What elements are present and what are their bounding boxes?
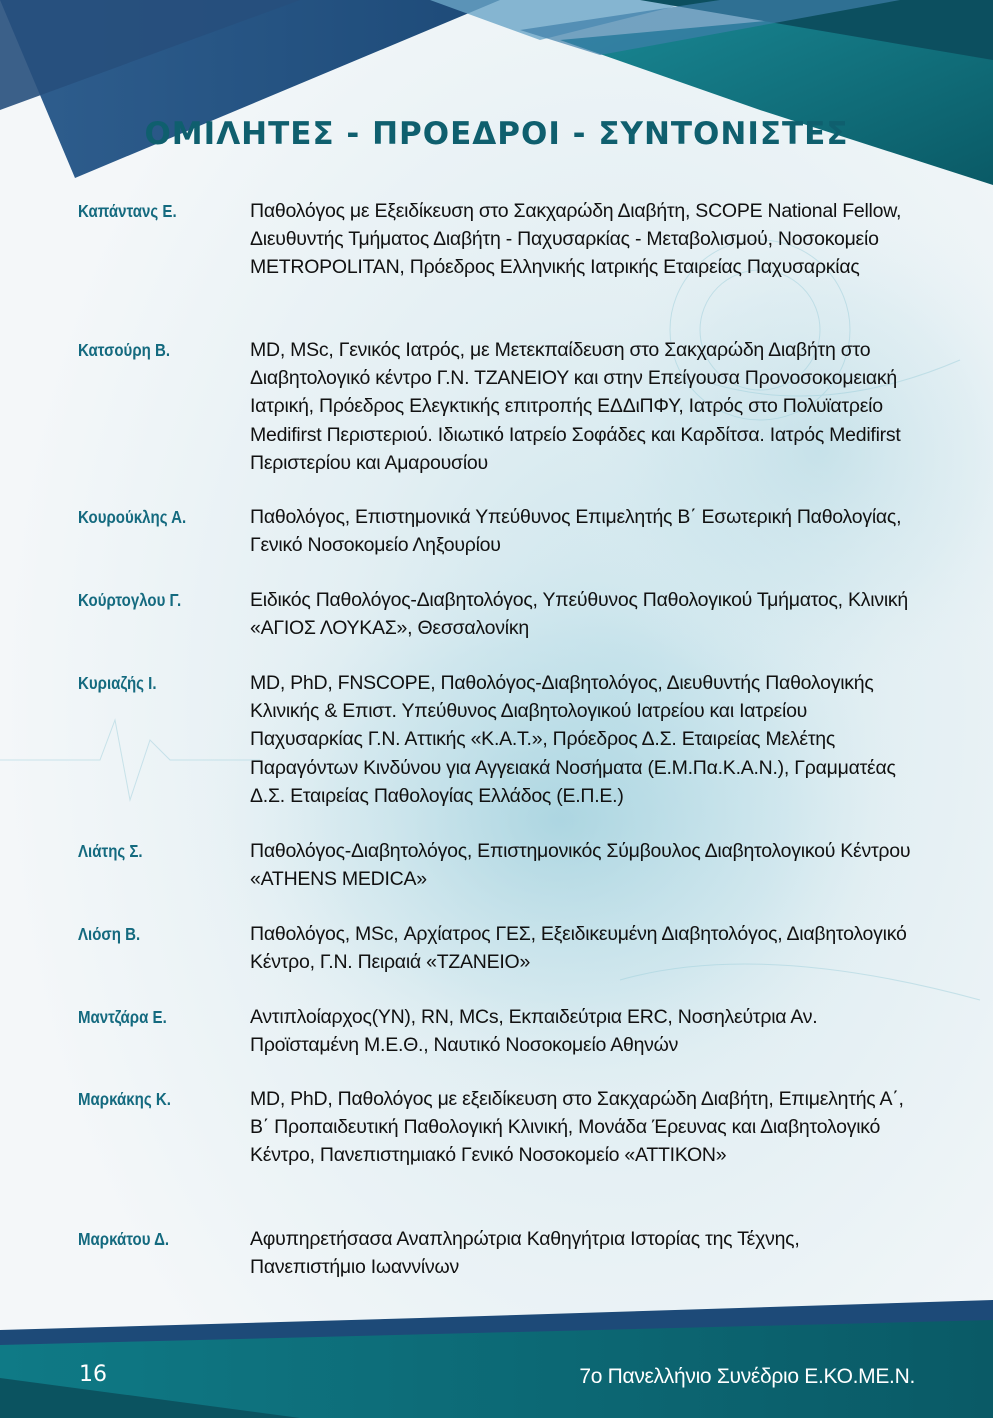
speaker-description: Αφυπηρετήσασα Αναπληρώτρια Καθηγήτρια Ιστορίας της Τέχνης, Πανεπιστήμιο Ιωαννίνων	[250, 1228, 800, 1279]
speaker-description: MD, PhD, FNSCOPE, Παθολόγος-Διαβητολόγος, Διευθυντής Παθολογικής Κλινικής & Επιστ. Υπεύθυνος Διαβητολογικού Ιατρείου και Ιατρείου Παχυσαρκίας Γ.Ν. Αττικής «Κ.Α.Τ.», Πρόεδρος Δ.Σ. Εταιρείας Μελέτης Παραγόντων Κινδύνου για Αγγειακά Νοσήματα (Ε.Μ.Πα.Κ.Α.Ν.), Γραμματέας Δ.Σ. Εταιρείας Παθολογίας Ελλάδος (Ε.Π.Ε.)	[250, 672, 896, 807]
speaker-name: Κουρούκλης Α.	[78, 507, 187, 527]
speaker-description: Παθολόγος-Διαβητολόγος, Επιστημονικός Σύμβουλος Διαβητολογικού Κέντρου «ATHENS MEDICA»	[250, 840, 911, 891]
page-title: ΟΜΙΛΗΤΕΣ - ΠΡΟΕΔΡΟΙ - ΣΥΝΤΟΝΙΣΤΕΣ	[144, 116, 849, 152]
speaker-name: Μαντζάρα Ε.	[78, 1007, 167, 1027]
speaker-name: Μαρκάτου Δ.	[78, 1229, 170, 1249]
speaker-name: Καπάντανς Ε.	[78, 201, 177, 221]
speaker-name: Μαρκάκης Κ.	[78, 1089, 171, 1109]
speaker-description: Παθολόγος, Επιστημονικά Υπεύθυνος Επιμελητής Β΄ Εσωτερική Παθολογίας, Γενικό Νοσοκομείο Ληξουρίου	[250, 506, 902, 557]
speaker-name: Λιόση Β.	[78, 924, 141, 944]
speaker-description: MD, PhD, Παθολόγος με εξειδίκευση στο Σακχαρώδη Διαβήτη, Επιμελητής Α΄, Β΄ Προπαιδευτική Παθολογική Κλινική, Μονάδα Έρευνας και Διαβητολογικό Κέντρο, Πανεπιστημιακό Γενικό Νοσοκομείο «ΑΤΤΙΚΟΝ»	[250, 1088, 904, 1167]
congress-title: 7ο Πανελλήνιο Συνέδριο Ε.ΚΟ.ΜΕ.Ν.	[579, 1365, 915, 1388]
speaker-description: Παθολόγος, MSc, Αρχίατρος ΓΕΣ, Εξειδικευμένη Διαβητολόγος, Διαβητολογικό Κέντρο, Γ.Ν. Πειραιά «ΤΖΑΝΕΙΟ»	[250, 923, 907, 974]
speaker-name: Λιάτης Σ.	[78, 841, 143, 861]
speaker-name: Κούρτογλου Γ.	[78, 590, 182, 610]
speaker-description: Παθολόγος με Εξειδίκευση στο Σακχαρώδη Διαβήτη, SCOPE National Fellow, Διευθυντής Τμήματος Διαβήτη - Παχυσαρκίας - Μεταβολισμού, Νοσοκομείο METROPOLITAN, Πρόεδρος Ελληνικής Ιατρικής Εταιρείας Παχυσαρκίας	[250, 200, 902, 279]
speaker-description: MD, MSc, Γενικός Ιατρός, με Μετεκπαίδευση στο Σακχαρώδη Διαβήτη στο Διαβητολογικό κέντρο Γ.Ν. ΤΖΑΝΕΙΟΥ και στην Επείγουσα Προνοσοκομειακή Ιατρική, Πρόεδρος Ελεγκτικής επιτροπής ΕΔΔιΠΦΥ, Ιατρός στο Πολυϊατρείο Medifirst Περιστεριού. Ιδιωτικό Ιατρείο Σοφάδες και Καρδίτσα. Ιατρός Medifirst Περιστερίου και Αμαρουσίου	[250, 339, 901, 474]
speaker-description: Ειδικός Παθολόγος-Διαβητολόγος, Υπεύθυνος Παθολογικού Τμήματος, Κλινική «ΑΓΙΟΣ ΛΟΥΚΑΣ», Θεσσαλονίκη	[250, 589, 908, 640]
speaker-description: Αντιπλοίαρχος(ΥΝ), RN, MCs, Εκπαιδεύτρια ERC, Νοσηλεύτρια Αν. Προϊσταμένη Μ.Ε.Θ., Ναυτικό Νοσοκομείο Αθηνών	[250, 1006, 818, 1057]
speaker-name: Κατσούρη Β.	[78, 340, 171, 360]
speaker-name: Κυριαζής Ι.	[78, 673, 157, 693]
page-number: 16	[79, 1362, 107, 1387]
